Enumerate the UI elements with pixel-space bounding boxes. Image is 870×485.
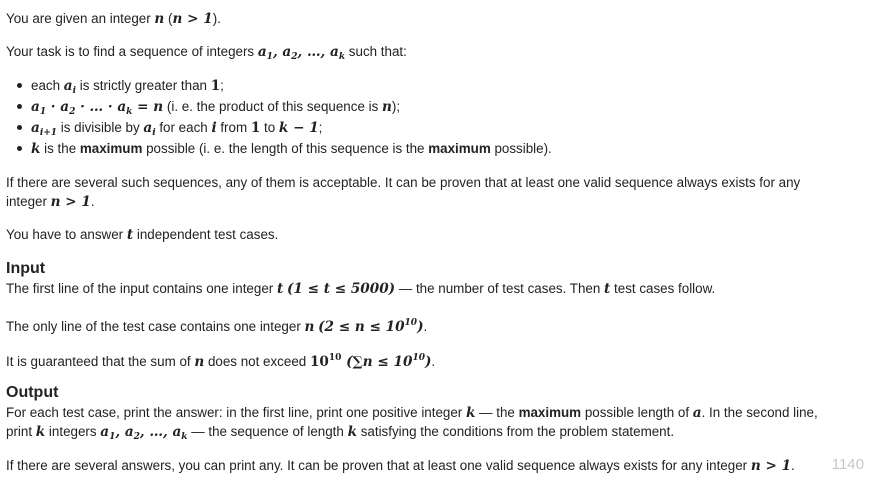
output-line [6,422,674,447]
text: possible length of [581,405,693,420]
watermark: 1140 [831,456,864,473]
text: The first line of the input contains one integer [6,281,277,296]
text: possible). [490,141,552,156]
text: from [216,120,251,135]
math-k: k [31,141,41,157]
math-sum-bound: $10^{10}$ [309,353,342,370]
input-line [6,279,715,299]
text: integer [6,194,51,209]
bullet-icon [17,146,22,151]
math-t: t [276,281,284,297]
text: is the [40,141,80,156]
list-item [17,139,552,159]
math-sequence: $a_1$, $a_2$, …, $a_k$ [100,424,188,442]
text: — the sequence of length [187,424,348,439]
text: ( [164,11,173,26]
math-k: k [465,405,476,421]
math-n: n [194,354,205,370]
math-n: n [304,319,315,335]
text: such that: [345,44,407,59]
math-t: t [604,281,611,297]
text: If there are several answers, you can print any. It can be proven that at least one valid sequence always exists for any integer [6,458,751,473]
math-k-minus-1: k − 1 [278,120,319,136]
text: test cases follow. [610,281,716,296]
paragraph-line [6,173,800,192]
input-line [6,349,435,372]
math-a: a [692,405,702,421]
math-n-gt-1: n > 1 [172,11,213,27]
text: It is guaranteed that the sum of [6,354,195,369]
math-product: $a_1 \cdot a_2$ · … · $a_k = n$ [31,99,164,117]
math-sum: $(\sum n \le 10^{10})$ [341,353,432,370]
output-heading: Output [6,384,59,401]
text: independent test cases. [133,227,279,242]
text: does not exceed [204,354,310,369]
text: For each test case, print the answer: in the first line, print one positive integer [6,405,466,420]
text: . [431,354,436,369]
math-a-i-plus-1: $a_{i+1}$ [31,120,58,138]
math-k: k [347,424,357,440]
bold-text: maximum [79,141,143,156]
math-sequence: $a_1$, $a_2$, …, $a_k$ [257,44,346,62]
input-line [6,314,427,337]
text: is strictly greater than [76,78,211,93]
bold-text: maximum [428,141,491,156]
text: ). [212,11,221,26]
math-a-i: $a_i$ [143,120,156,138]
output-line [6,456,795,476]
math-i: i [211,120,217,136]
text: The only line of the test case contains one integer [6,319,305,334]
math-k: k [35,424,46,440]
math-one: 1 [210,78,221,94]
bullet-icon [17,125,22,130]
text: ); [391,99,401,114]
math-n: n [382,99,392,115]
output-line [6,403,818,423]
math-one: 1 [250,120,261,136]
text: integers [45,424,101,439]
math-n-gt-1: n > 1 [750,458,792,474]
text: — the number of test cases. Then [395,281,605,296]
text: . [90,194,95,209]
task-line [6,42,407,67]
text: (i. e. the product of this sequence is [163,99,383,114]
text: for each [155,120,212,135]
math-t: t [126,227,134,243]
text: possible (i. e. the length of this sequence is the [142,141,429,156]
math-t-range: (1 ≤ t ≤ 5000) [286,281,396,297]
text: You have to answer [6,227,127,242]
paragraph-line [6,192,95,212]
text: . [423,319,428,334]
intro-line [6,9,221,29]
text: print [6,424,36,439]
bullet-icon [17,104,22,109]
text: . [791,458,795,473]
text: . In the second line, [701,405,818,420]
input-heading: Input [6,260,46,277]
math-a-i: $a_i$ [63,78,76,96]
text: is divisible by [57,120,144,135]
text: Your task is to find a sequence of integers [6,44,258,59]
text: each [31,78,64,93]
bullet-icon [17,83,22,88]
text: If there are several such sequences, any of them is acceptable. It can be proven that at least one valid sequence always exists for any [6,175,801,190]
text: — the [475,405,519,420]
text: satisfying the conditions from the problem statement. [357,424,675,439]
text: to [260,120,279,135]
bold-text: maximum [518,405,582,420]
text: ; [318,120,323,135]
text: You are given an integer [6,11,155,26]
text: ; [220,78,224,93]
math-n-gt-1: n > 1 [50,194,91,210]
math-n-range: $(2 \le n \le 10^{10})$ [318,318,424,335]
math-n: n [154,11,165,27]
paragraph-line [6,225,278,245]
